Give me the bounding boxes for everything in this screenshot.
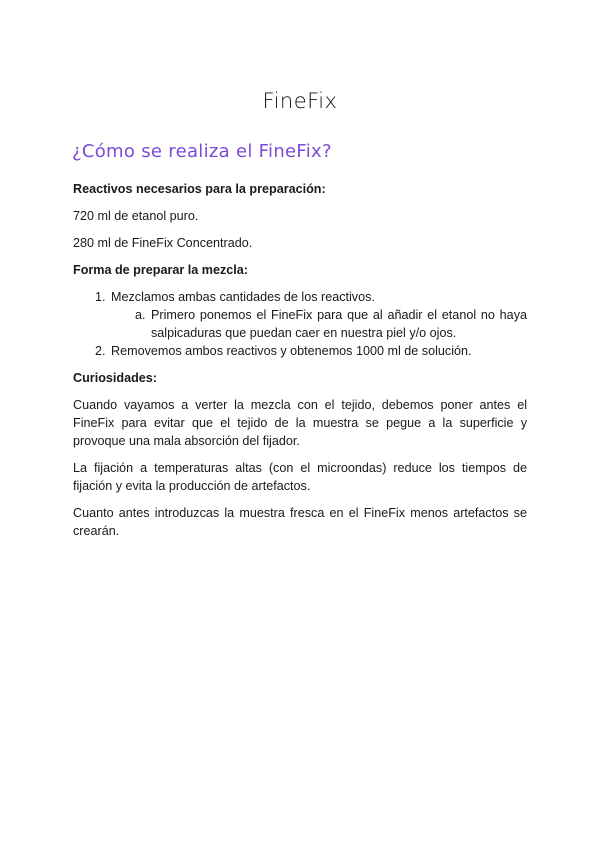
paragraph: Cuando vayamos a verter la mezcla con el tejido, debemos poner antes el FineFix para evitar que el tejido de la muestra se pegue a la superficie y provoque una mala absorción del fijador. xyxy=(73,398,527,448)
step-item xyxy=(109,288,527,342)
paragraph: La fijación a temperaturas altas (con el microondas) reduce los tiempos de fijación y evita la producción de artefactos. xyxy=(73,461,527,493)
substeps-list xyxy=(111,306,527,342)
reactivo-item: 280 ml de FineFix Concentrado. xyxy=(73,236,253,250)
page-title: FineFix xyxy=(262,89,338,113)
curiosidades-heading: Curiosidades: xyxy=(73,371,157,385)
steps-list xyxy=(73,288,527,360)
paragraph: Cuanto antes introduzcas la muestra fresca en el FineFix menos artefactos se crearán. xyxy=(73,506,527,538)
step-item: 2. Removemos ambos reactivos y obtenemos 1000 ml de solución. xyxy=(109,342,527,360)
document-body xyxy=(73,180,527,549)
reactivos-heading: Reactivos necesarios para la preparación: xyxy=(73,182,326,196)
substep-item: a. Primero ponemos el FineFix para que al añadir el etanol no haya salpicaduras que puedan caer en nuestra piel y/o ojos. xyxy=(149,306,527,342)
section-heading: ¿Cómo se realiza el FineFix? xyxy=(72,141,332,162)
step-text: Mezclamos ambas cantidades de los reactivos. xyxy=(111,290,375,304)
reactivo-item: 720 ml de etanol puro. xyxy=(73,209,199,223)
forma-heading: Forma de preparar la mezcla: xyxy=(73,263,248,277)
